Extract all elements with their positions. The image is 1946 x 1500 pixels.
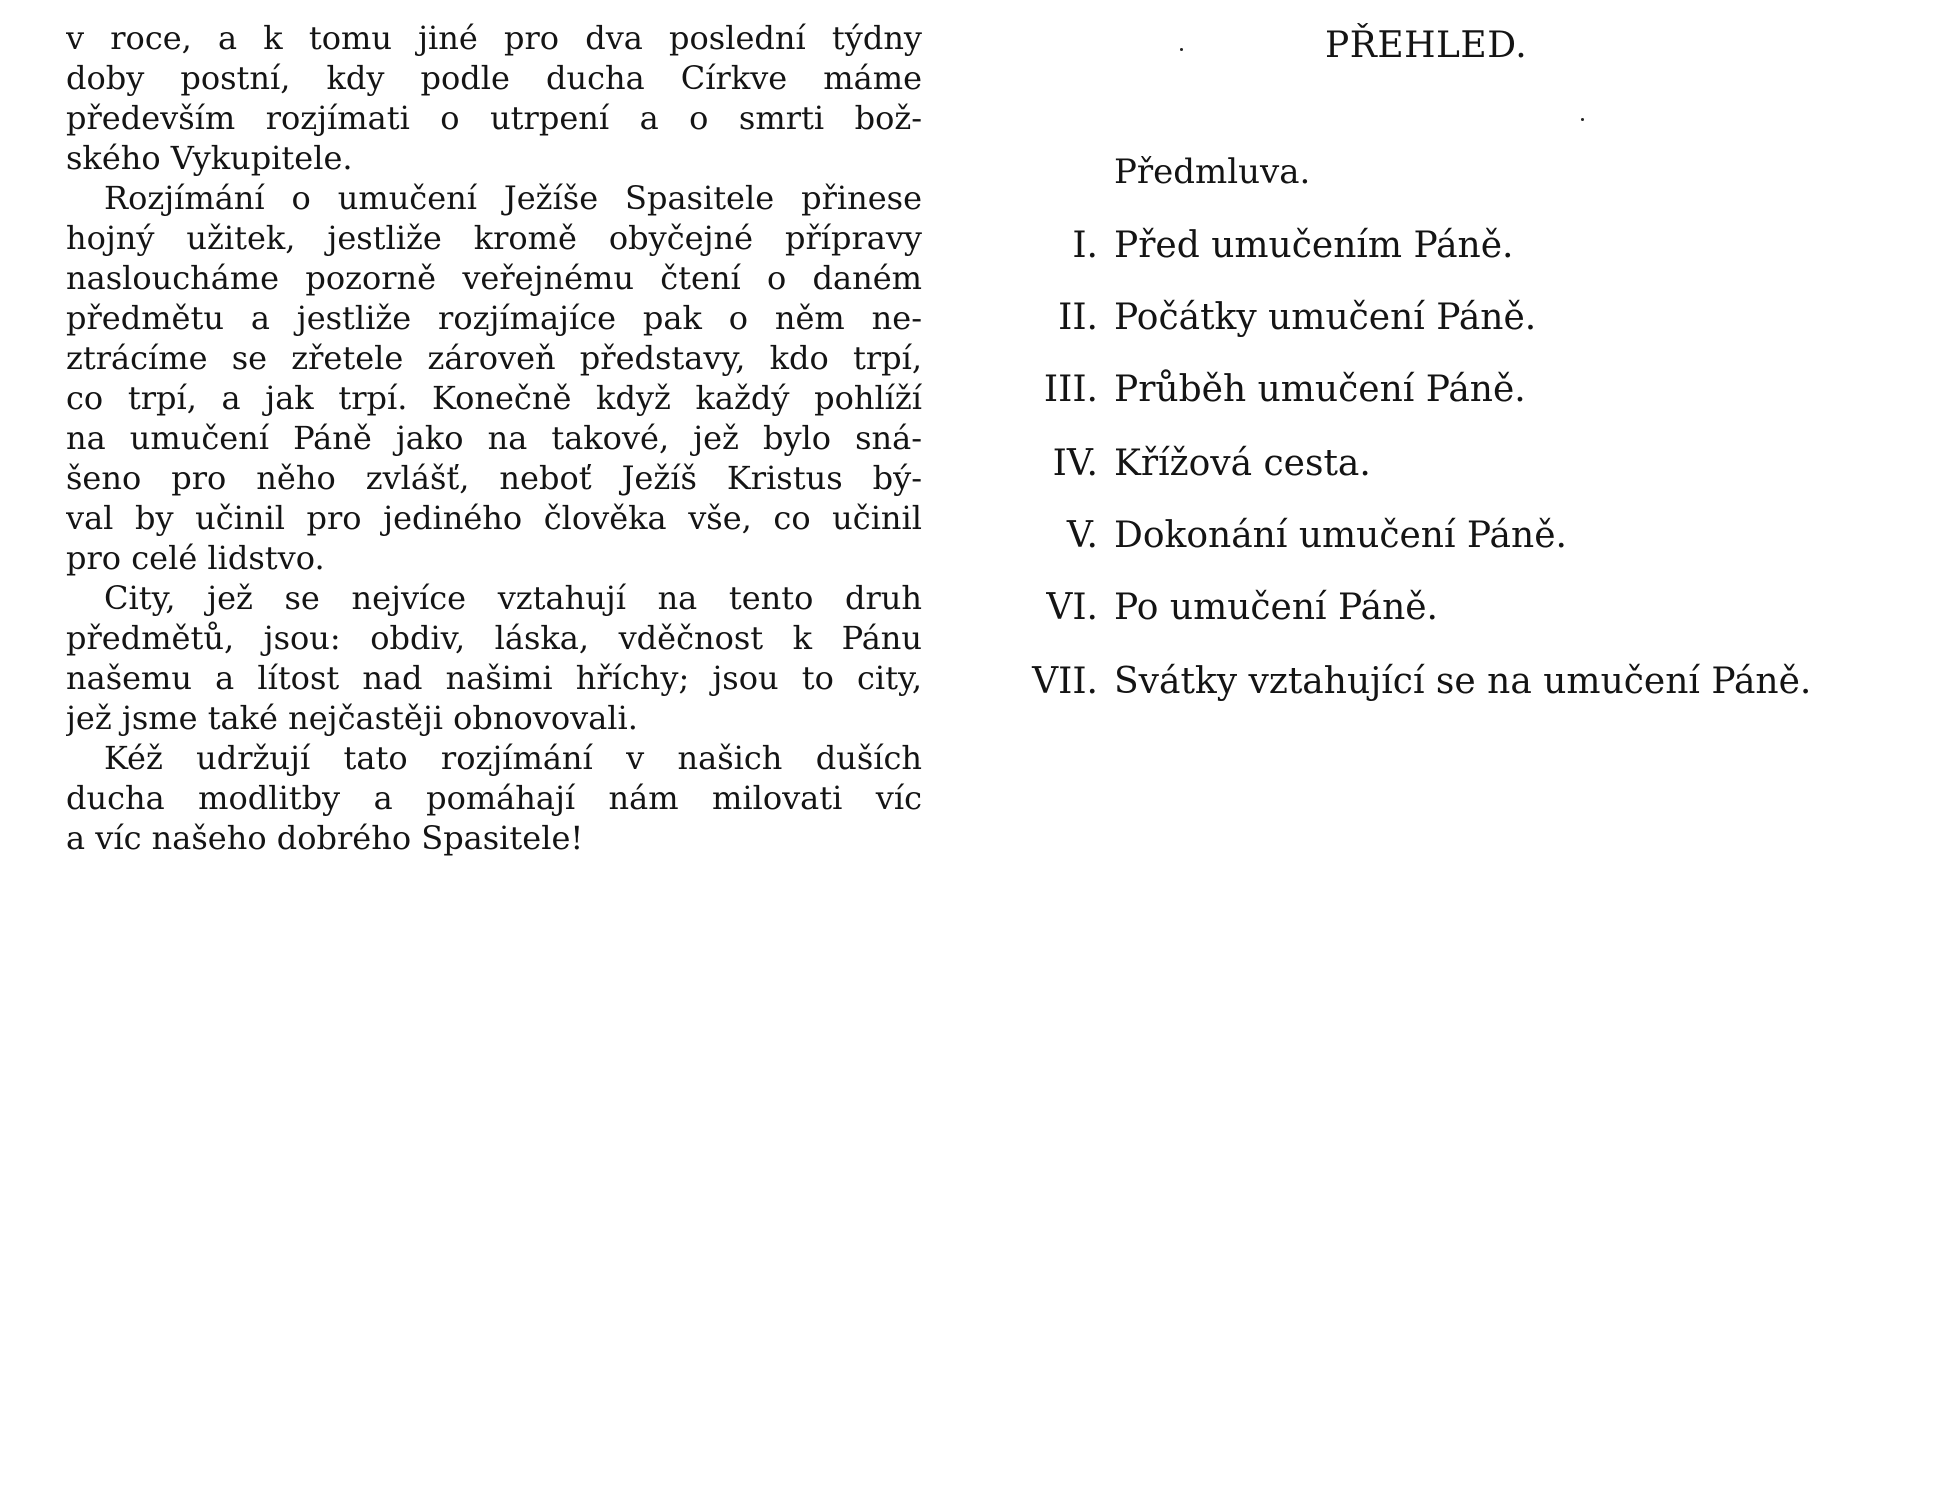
page-title: PŘEHLED. bbox=[1325, 25, 1528, 66]
body-line: předmětů, jsou: obdiv, láska, vděčnost k Pánu bbox=[66, 619, 922, 657]
toc-title: Průběh umučení Páně. bbox=[1114, 369, 1526, 410]
toc-numeral: VII. bbox=[1032, 661, 1098, 702]
toc-numeral: IV. bbox=[1052, 443, 1098, 484]
toc-title: Před umučením Páně. bbox=[1114, 225, 1514, 266]
print-speck bbox=[1581, 118, 1584, 121]
left-page-body bbox=[66, 18, 922, 858]
body-line: v roce, a k tomu jiné pro dva poslední týdny bbox=[66, 19, 922, 57]
body-line: šeno pro něho zvlášť, neboť Ježíš Kristus bý- bbox=[66, 459, 922, 497]
body-line: ztrácíme se zřetele zároveň představy, kdo trpí, bbox=[66, 339, 922, 377]
toc-title: Počátky umučení Páně. bbox=[1114, 297, 1537, 338]
toc-title: Dokonání umučení Páně. bbox=[1114, 515, 1567, 556]
right-page-contents bbox=[1000, 0, 1946, 1500]
toc-numeral: V. bbox=[1066, 515, 1098, 556]
toc-preface: Předmluva. bbox=[1114, 152, 1311, 192]
body-line: především rozjímati o utrpení a o smrti bož- bbox=[66, 99, 922, 137]
body-line: nasloucháme pozorně veřejnému čtení o daném bbox=[66, 259, 922, 297]
body-line: pro celé lidstvo. bbox=[66, 539, 325, 577]
body-line: co trpí, a jak trpí. Konečně když každý pohlíží bbox=[66, 379, 922, 417]
print-speck bbox=[1180, 48, 1183, 51]
paragraph-first-line: Rozjímání o umučení Ježíše Spasitele přinese bbox=[104, 179, 922, 217]
body-line: ducha modlitby a pomáhají nám milovati víc bbox=[66, 779, 922, 817]
toc-title: Svátky vztahující se na umučení Páně. bbox=[1114, 661, 1812, 702]
body-line: našemu a lítost nad našimi hříchy; jsou to city, bbox=[66, 659, 922, 697]
toc-title: Křížová cesta. bbox=[1114, 443, 1371, 484]
paragraph-first-line: Kéž udržují tato rozjímání v našich duších bbox=[104, 739, 922, 777]
body-line: na umučení Páně jako na takové, jež bylo sná- bbox=[66, 419, 922, 457]
toc-numeral: I. bbox=[1072, 225, 1098, 266]
toc-numeral: VI. bbox=[1046, 587, 1098, 628]
paragraph-first-line: City, jež se nejvíce vztahují na tento druh bbox=[104, 579, 922, 617]
toc-numeral: II. bbox=[1058, 297, 1098, 338]
toc-title: Po umučení Páně. bbox=[1114, 587, 1438, 628]
toc-numeral: III. bbox=[1043, 369, 1098, 410]
body-line: doby postní, kdy podle ducha Církve máme bbox=[66, 59, 922, 97]
body-line: předmětu a jestliže rozjímajíce pak o něm ne- bbox=[66, 299, 922, 337]
body-line: hojný užitek, jestliže kromě obyčejné přípravy bbox=[66, 219, 922, 257]
body-line: val by učinil pro jediného člověka vše, co učinil bbox=[66, 499, 922, 537]
body-line: jež jsme také nejčastěji obnovovali. bbox=[66, 699, 638, 737]
body-line: ského Vykupitele. bbox=[66, 139, 353, 177]
body-line: a víc našeho dobrého Spasitele! bbox=[66, 819, 584, 857]
